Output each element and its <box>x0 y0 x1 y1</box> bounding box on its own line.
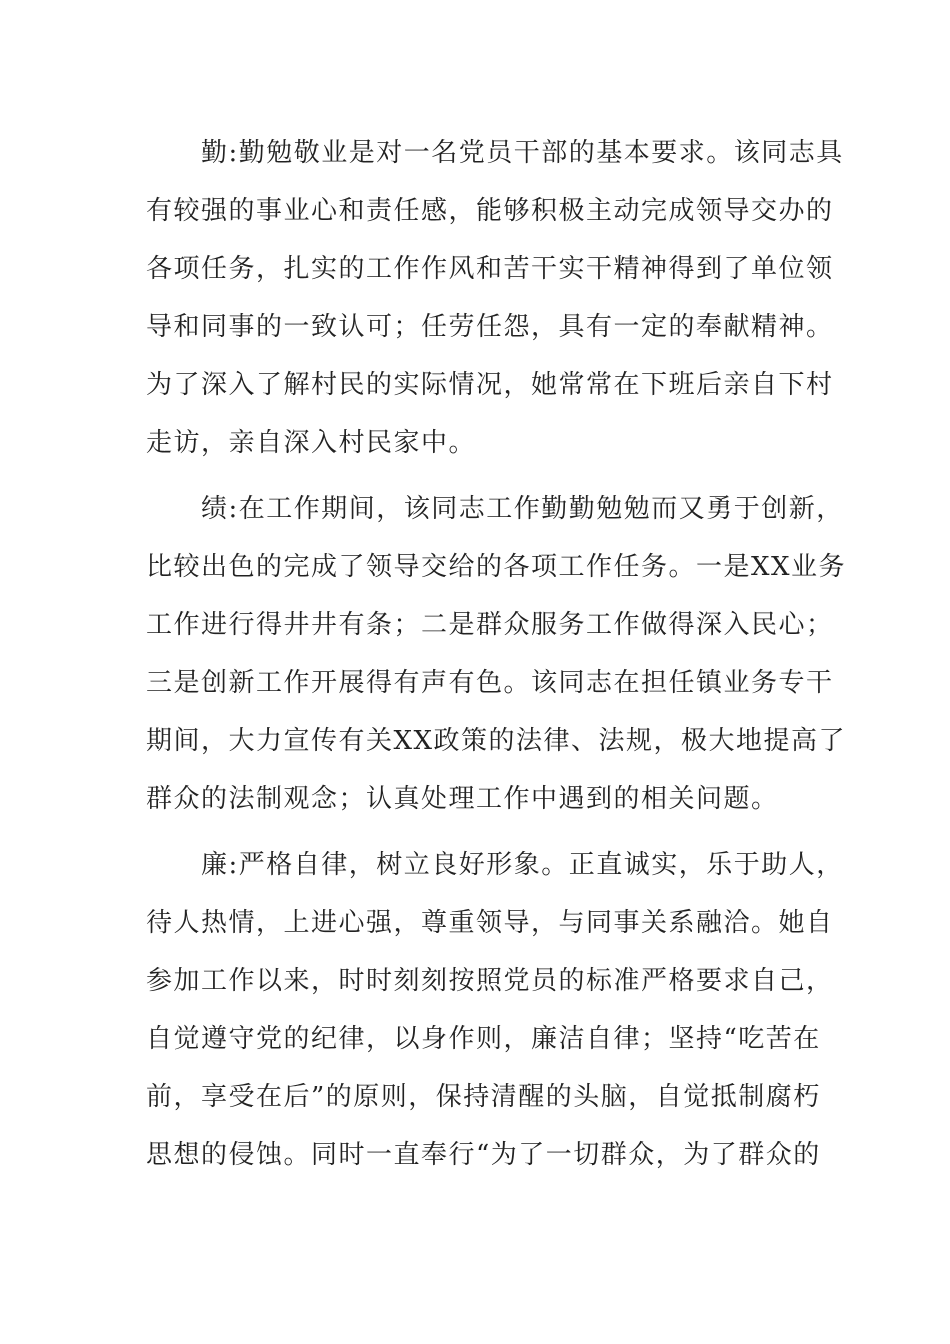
text-line: 思想的侵蚀。同时一直奉行“为了一切群众，为了群众的 <box>146 1140 821 1170</box>
text-line: 工作进行得井井有条；二是群众服务工作做得深入民心； <box>146 610 834 640</box>
paragraph-qin <box>146 124 844 472</box>
text-line: 比较出色的完成了领导交给的各项工作任务。一是XX业务 <box>146 552 847 582</box>
text-line: 导和同事的一致认可；任劳任怨，具有一定的奉献精神。 <box>146 312 834 342</box>
text-line: 群众的法制观念；认真处理工作中遇到的相关问题。 <box>146 784 779 814</box>
text-line: 各项任务，扎实的工作作风和苦干实干精神得到了单位领 <box>146 254 834 284</box>
text-line: 前，享受在后”的原则，保持清醒的头脑，自觉抵制腐朽 <box>146 1082 821 1112</box>
text-line: 为了深入了解村民的实际情况，她常常在下班后亲自下村 <box>146 370 834 400</box>
paragraph-lian <box>146 836 844 1184</box>
text-line: 参加工作以来，时时刻刻按照党员的标准严格要求自己， <box>146 966 834 996</box>
text-line: 自觉遵守党的纪律，以身作则，廉洁自律；坚持“吃苦在 <box>146 1024 821 1054</box>
text-line: 绩:在工作期间，该同志工作勤勤勉勉而又勇于创新， <box>146 494 844 524</box>
text-line: 廉:严格自律，树立良好形象。正直诚实，乐于助人， <box>146 850 844 880</box>
text-line: 有较强的事业心和责任感，能够积极主动完成领导交办的 <box>146 196 834 226</box>
text-line: 待人热情，上进心强，尊重领导，与同事关系融洽。她自 <box>146 908 834 938</box>
text-line: 三是创新工作开展得有声有色。该同志在担任镇业务专干 <box>146 668 834 698</box>
text-line: 期间，大力宣传有关XX政策的法律、法规，极大地提高了 <box>146 726 847 756</box>
text-line: 走访，亲自深入村民家中。 <box>146 428 477 458</box>
paragraph-ji <box>146 480 847 828</box>
text-line: 勤:勤勉敬业是对一名党员干部的基本要求。该同志具 <box>146 138 844 168</box>
